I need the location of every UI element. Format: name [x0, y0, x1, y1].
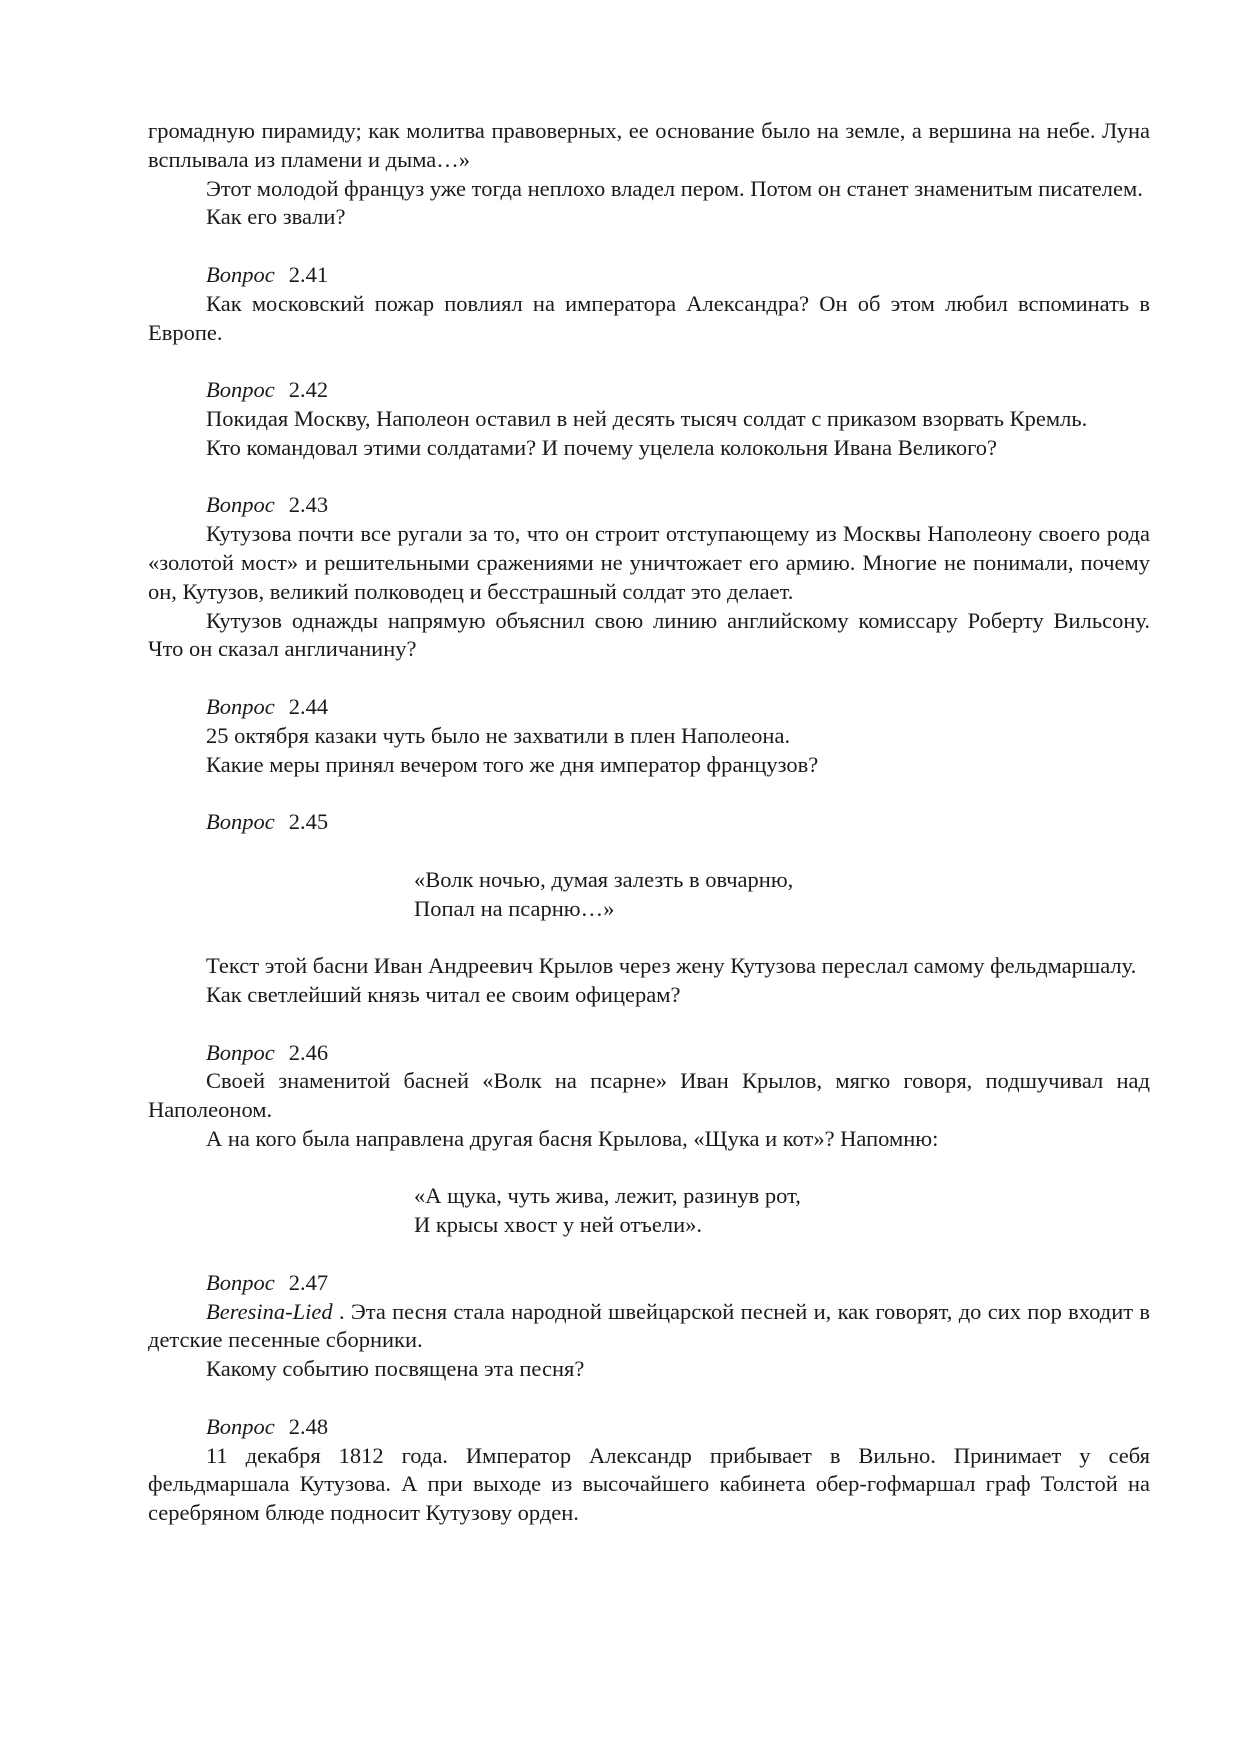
- question-label: Вопрос: [206, 693, 275, 719]
- verse-quote: [148, 1182, 1150, 1240]
- question-text-rest: . Эта песня стала народной швейцарской песней и, как говорят, до сих пор входит в детские песенные сборники.: [148, 1298, 1150, 1353]
- question-heading: [148, 693, 1150, 722]
- question-heading: [148, 1039, 1150, 1068]
- question-heading: [148, 491, 1150, 520]
- question-text: Кутузова почти все ругали за то, что он строит отступающему из Москвы Наполеону своего рода «золотой мост» и решительными сражениями не уничтожает его армию. Многие не понимали, почему он, Кутузов, великий полководец и бесстрашный солдат это делает.: [148, 521, 1150, 604]
- question-number: 2.47: [288, 1269, 329, 1295]
- question-label: Вопрос: [206, 1269, 275, 1295]
- question-2-47: [148, 1269, 1150, 1384]
- intro-paragraph-1: громадную пирамиду; как молитва правоверных, ее основание было на земле, а вершина на небе. Луна всплывала из пламени и дыма…»: [148, 118, 1150, 172]
- question-label: Вопрос: [206, 261, 275, 287]
- question-text: Кутузов однажды напрямую объяснил свою линию английскому комиссару Роберту Вильсону. Что он сказал англичанину?: [148, 607, 1150, 662]
- question-label: Вопрос: [206, 1413, 275, 1439]
- question-text: Кто командовал этими солдатами? И почему уцелела колокольня Ивана Великого?: [206, 434, 998, 460]
- question-heading: [148, 376, 1150, 405]
- question-number: 2.41: [288, 261, 329, 287]
- question-label: Вопрос: [206, 492, 275, 518]
- question-text: Покидая Москву, Наполеон оставил в ней десять тысяч солдат с приказом взорвать Кремль.: [206, 405, 1088, 431]
- intro-section: [148, 117, 1150, 232]
- question-text: 11 декабря 1812 года. Император Александр прибывает в Вильно. Принимает у себя фельдмаршала Кутузова. А при выходе из высочайшего кабинета обер-гофмаршал граф Толстой на серебряном блюде подносит Кутузову орден.: [148, 1442, 1150, 1526]
- verse-line: «Волк ночью, думая залезть в овчарню,: [414, 866, 794, 892]
- question-text: Какие меры принял вечером того же дня император французов?: [206, 751, 819, 777]
- question-number: 2.48: [288, 1413, 329, 1439]
- question-2-43: [148, 491, 1150, 664]
- question-label: Вопрос: [206, 377, 275, 403]
- question-number: 2.46: [288, 1039, 329, 1065]
- question-text: [148, 1298, 1150, 1356]
- question-number: 2.42: [288, 377, 329, 403]
- question-2-48: [148, 1413, 1150, 1528]
- question-heading: [148, 1269, 1150, 1298]
- question-2-45: [148, 808, 1150, 1010]
- question-2-46: [148, 1039, 1150, 1241]
- question-label: Вопрос: [206, 1039, 275, 1065]
- verse-line: «А щука, чуть жива, лежит, разинув рот,: [414, 1183, 801, 1209]
- question-number: 2.44: [288, 693, 329, 719]
- question-2-44: [148, 693, 1150, 779]
- question-text: Текст этой басни Иван Андреевич Крылов через жену Кутузова переслал самому фельдмаршалу.: [206, 953, 1137, 979]
- question-text: Как светлейший князь читал ее своим офицерам?: [206, 981, 681, 1007]
- question-heading: [148, 808, 1150, 837]
- question-heading: [148, 261, 1150, 290]
- question-text: Какому событию посвящена эта песня?: [206, 1356, 585, 1382]
- verse-line: Попал на псарню…»: [414, 895, 615, 921]
- question-heading: [148, 1413, 1150, 1442]
- question-text: Своей знаменитой басней «Волк на псарне» Иван Крылов, мягко говоря, подшучивал над Наполеоном.: [148, 1068, 1150, 1123]
- verse-line: И крысы хвост у ней отъели».: [414, 1212, 702, 1238]
- intro-paragraph-2: Этот молодой француз уже тогда неплохо владел пером. Потом он станет знаменитым писателем.: [206, 175, 1143, 201]
- document-page: [148, 117, 1150, 1528]
- question-number: 2.43: [288, 492, 329, 518]
- question-2-42: [148, 376, 1150, 462]
- song-title: Beresina-Lied: [206, 1298, 333, 1324]
- question-label: Вопрос: [206, 809, 275, 835]
- question-2-41: [148, 261, 1150, 347]
- question-text: 25 октября казаки чуть было не захватили в плен Наполеона.: [206, 722, 791, 748]
- question-text: Как московский пожар повлиял на императора Александра? Он об этом любил вспоминать в Европе.: [148, 290, 1150, 345]
- question-number: 2.45: [288, 809, 329, 835]
- verse-quote: [148, 866, 1150, 924]
- intro-paragraph-3: Как его звали?: [206, 204, 346, 230]
- question-text: А на кого была направлена другая басня Крылова, «Щука и кот»? Напомню:: [206, 1125, 939, 1151]
